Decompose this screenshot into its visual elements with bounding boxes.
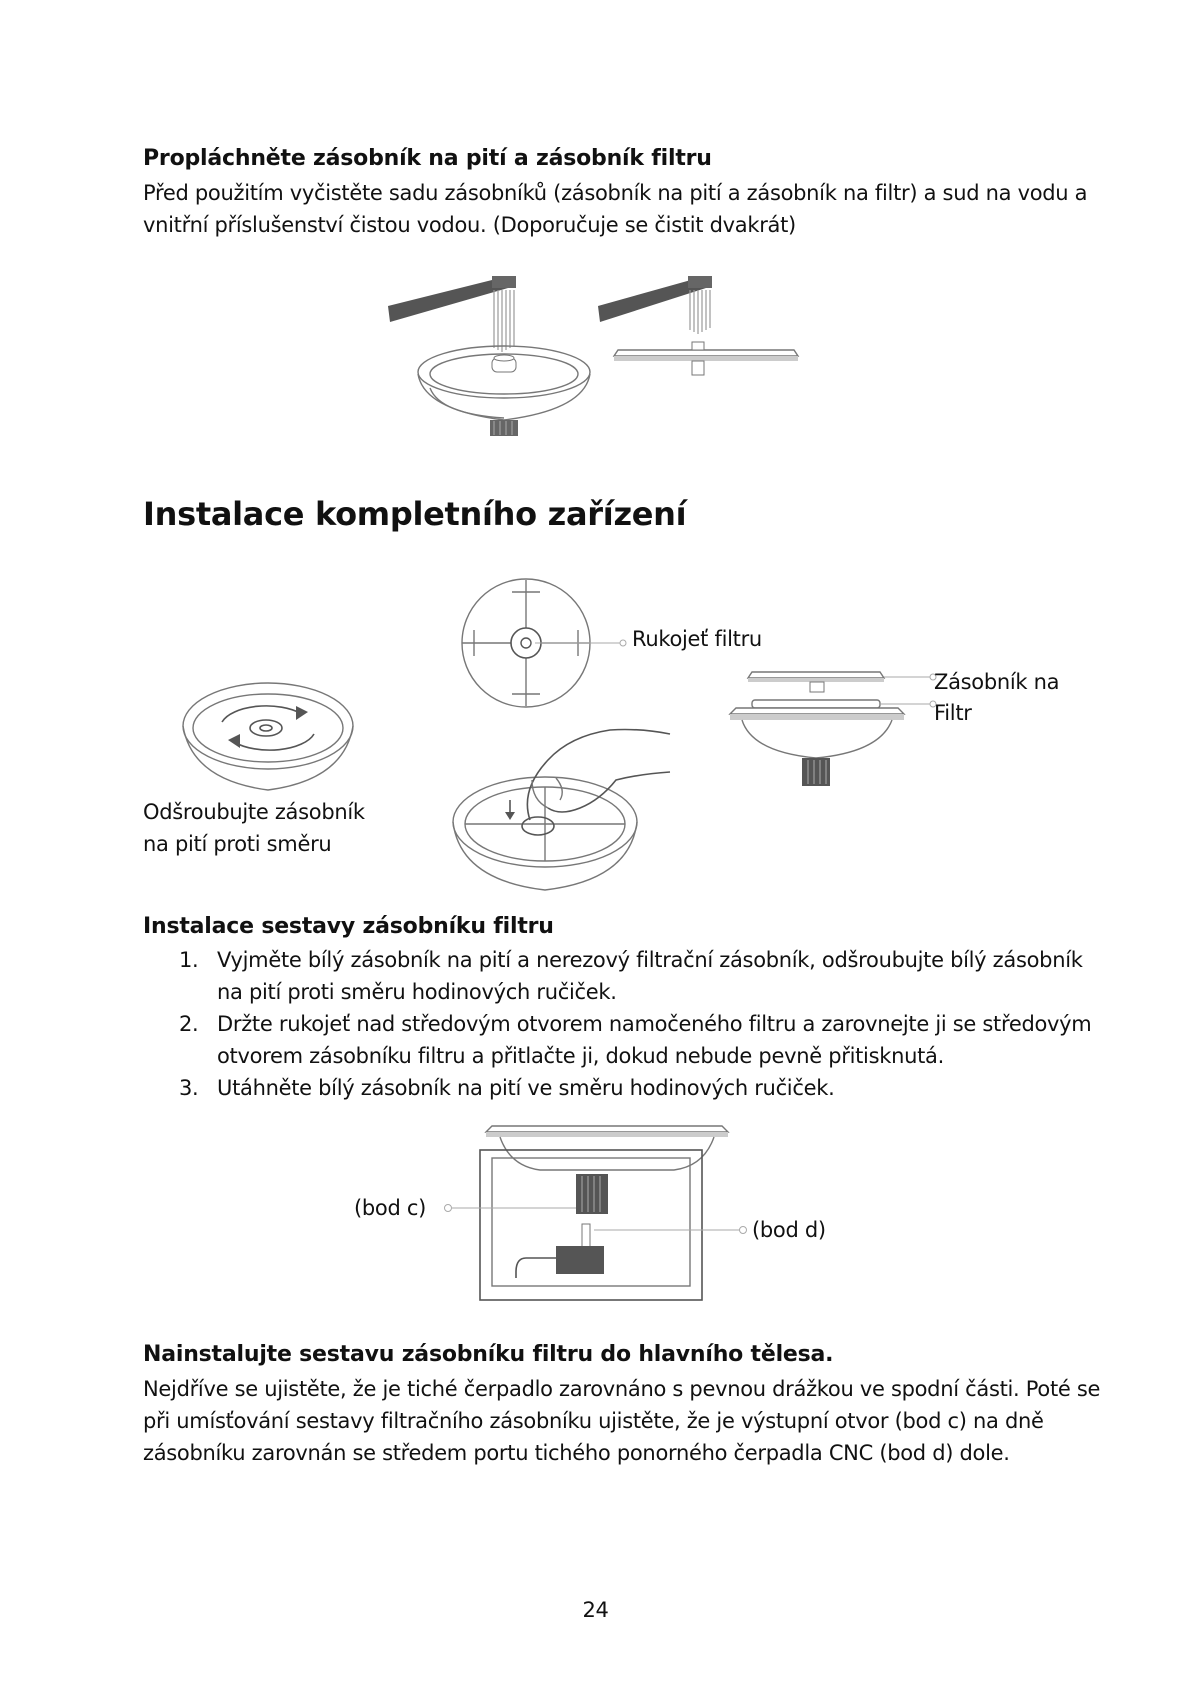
label-point-d: (bod d) bbox=[752, 1218, 826, 1242]
page-number: 24 bbox=[582, 1598, 609, 1622]
step-number: 2. bbox=[179, 1012, 199, 1036]
paragraph-install-line2: při umísťování sestavy filtračního zásobníku ujistěte, že je výstupní otvor (bod c) na dně bbox=[143, 1409, 1044, 1433]
pump-icon bbox=[556, 1246, 604, 1274]
label-unscrew-line1: Odšroubujte zásobník bbox=[143, 800, 365, 824]
label-point-c: (bod c) bbox=[354, 1196, 427, 1220]
label-filter-tray-line1: Zásobník na bbox=[934, 670, 1060, 694]
paragraph-install-line1: Nejdříve se ujistěte, že je tiché čerpadlo zarovnáno s pevnou drážkou ve spodní části. Poté se bbox=[143, 1377, 1101, 1401]
step-text-line: na pití proti směru hodinových ručiček. bbox=[217, 980, 617, 1004]
step-text-line: Vyjměte bílý zásobník na pití a nerezový filtrační zásobník, odšroubujte bílý zásobník bbox=[217, 948, 1083, 972]
paragraph-rinse-line1: Před použitím vyčistěte sadu zásobníků (zásobník na pití a zásobník na filtr) a sud na vodu a bbox=[143, 181, 1088, 205]
label-filter-tray-line2: Filtr bbox=[934, 701, 972, 725]
step-text-line: otvorem zásobníku filtru a přitlačte ji, dokud nebude pevně přitisknutá. bbox=[217, 1044, 944, 1068]
fountain-base-icon bbox=[445, 1126, 747, 1300]
paragraph-rinse-line2: vnitřní příslušenství čistou vodou. (Doporučuje se čistit dvakrát) bbox=[143, 213, 796, 237]
section-heading-filter-assembly: Instalace sestavy zásobníku filtru bbox=[143, 914, 554, 939]
paragraph-install-line3: zásobníku zarovnán se středem portu tichého ponorného čerpadla CNC (bod d) dole. bbox=[143, 1441, 1010, 1465]
step-number: 3. bbox=[179, 1076, 199, 1100]
step-number: 1. bbox=[179, 948, 199, 972]
step-text-line: Utáhněte bílý zásobník na pití ve směru hodinových ručiček. bbox=[217, 1076, 835, 1100]
label-unscrew-line2: na pití proti směru bbox=[143, 832, 332, 856]
section-heading-install-body: Nainstalujte sestavu zásobníku filtru do hlavního tělesa. bbox=[143, 1342, 834, 1367]
section-title-install: Instalace kompletního zařízení bbox=[143, 495, 687, 533]
section-heading-rinse: Propláchněte zásobník na pití a zásobník filtru bbox=[143, 146, 712, 171]
label-filter-handle: Rukojeť filtru bbox=[632, 627, 762, 651]
step-text-line: Držte rukojeť nad středovým otvorem namočeného filtru a zarovnejte ji se středovým bbox=[217, 1012, 1092, 1036]
